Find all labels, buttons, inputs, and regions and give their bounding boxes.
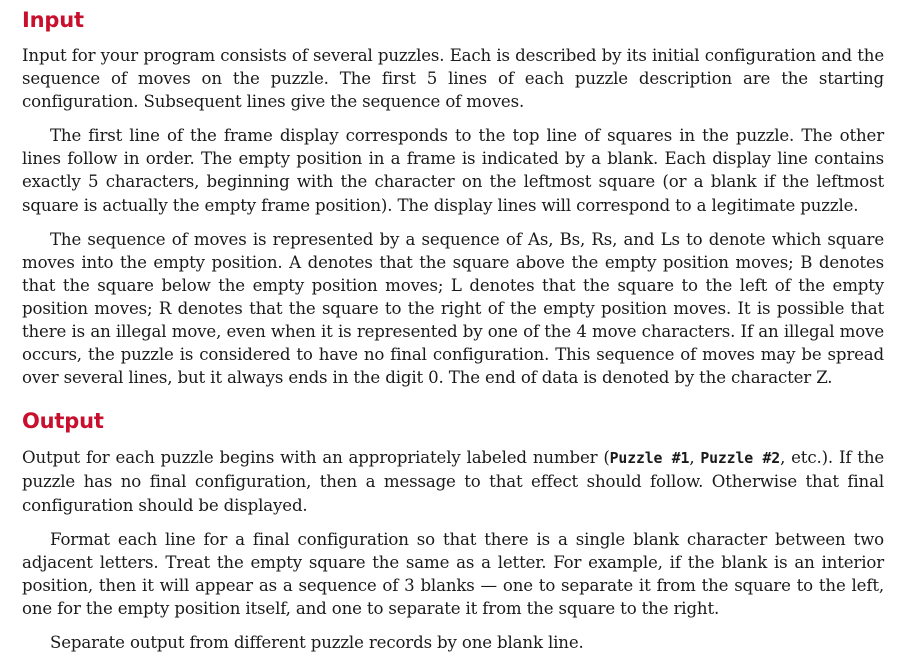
output-p1-separator: , — [689, 448, 701, 468]
input-paragraph-2: The first line of the frame display corresponds to the top line of squares in the puzzle. The other lines follow in order. The empty position in a frame is indicated by a blank. Each display line contains exactly 5 characters, beginning with the character on the leftmost square (or a blank if the leftmost square is actually the empty frame position). The display lines will correspond to a legitimate puzzle. — [22, 126, 884, 215]
input-paragraph-1: Input for your program consists of several puzzles. Each is described by its initial configuration and the sequence of moves on the puzzle. The first 5 lines of each puzzle description are the starting configuration. Subsequent lines give the sequence of moves. — [22, 46, 884, 112]
input-heading: Input — [22, 8, 84, 32]
output-p1-text-before: Output for each puzzle begins with an appropriately labeled number ( — [22, 448, 610, 468]
puzzle-label-example-2: Puzzle #2 — [700, 450, 781, 468]
puzzle-label-example-1: Puzzle #1 — [609, 450, 690, 468]
problem-statement — [22, 6, 884, 654]
output-paragraph-3: Separate output from different puzzle records by one blank line. — [50, 632, 584, 652]
output-paragraph-2: Format each line for a final configuration so that there is a single blank character between two adjacent letters. Treat the empty square the same as a letter. For example, if the blank is an interior position, then it will appear as a sequence of 3 blanks — one to separate it from the square to the left, one for the empty position itself, and one to separate it from the square to the right. — [22, 529, 884, 618]
output-heading: Output — [22, 409, 104, 434]
output-p1-text-after: , etc.). If the puzzle has no final configuration, then a message to that effect should follow. Otherwise that final configuration should be displayed. — [22, 448, 885, 515]
input-paragraph-3: The sequence of moves is represented by a sequence of As, Bs, Rs, and Ls to denote which square moves into the empty position. A denotes that the square above the empty position moves; B denotes that the square below the empty position moves; L denotes that the square to the left of the empty position moves; R denotes that the square to the right of the empty position moves. It is possible that there is an illegal move, even when it is represented by one of the 4 move characters. If an illegal move occurs, the puzzle is considered to have no final configuration. This sequence of moves may be spread over several lines, but it always ends in the digit 0. The end of data is denoted by the character Z. — [22, 229, 884, 388]
output-paragraph-1 — [22, 446, 884, 516]
